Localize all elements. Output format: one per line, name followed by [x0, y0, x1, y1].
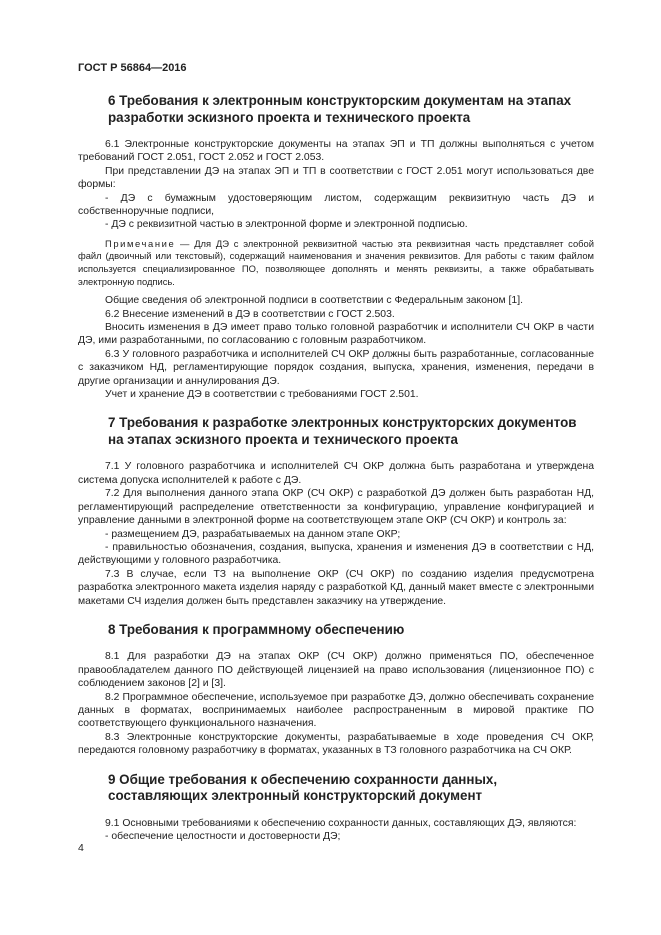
paragraph-6-1-forms: При представлении ДЭ на этапах ЭП и ТП в соответствии с ГОСТ 2.051 могут использоваться две формы:	[78, 165, 594, 191]
section-9-title: 9 Общие требования к обеспечению сохранности данных, составляющих электронный конструкторский документ	[108, 771, 498, 804]
document-code-header: ГОСТ Р 56864—2016	[78, 62, 187, 74]
paragraph-6-2-changes: Вносить изменения в ДЭ имеет право только головной разработчик и исполнители СЧ ОКР в части ДЭ, ими разработанными, по согласованию с головным разработчиком.	[78, 322, 594, 347]
section-8-title: 8 Требования к программному обеспечению	[108, 621, 405, 637]
paragraph-7-1: 7.1 У головного разработчика и исполнителей СЧ ОКР должна быть разработана и утверждена система допуска исполнителей к работе с ДЭ.	[78, 461, 594, 486]
list-item-paper-sheet: - ДЭ с бумажным удостоверяющим листом, содержащим реквизитную часть ДЭ и собственноручные подписи,	[78, 192, 594, 218]
paragraph-8-1: 8.1 Для разработки ДЭ на этапах ОКР (СЧ ОКР) должно применяться ПО, обеспеченное правообладателем данного ПО действующей лицензией на право использования (лицензионное ПО) с соблюдением законов [2] и [3].	[78, 651, 594, 690]
paragraph-6-1: 6.1 Электронные конструкторские документы на этапах ЭП и ТП должны выполняться с учетом требований ГОСТ 2.051, ГОСТ 2.052 и ГОСТ 2.053.	[78, 139, 594, 164]
paragraph-7-3: 7.3 В случае, если ТЗ на выполнение ОКР (СЧ ОКР) по созданию изделия предусмотрена разработка электронного макета изделия наряду с разработкой КД, данный макет вместе с электронными макетами СЧ изделия должен быть представлен заказчику на утверждение.	[78, 568, 594, 607]
page-number: 4	[78, 842, 84, 854]
paragraph-6-3: 6.3 У головного разработчика и исполнителей СЧ ОКР должны быть разработанные, согласованные с заказчиком НД, регламентирующие порядок создания, выпуска, хранения, изменения, передачи в другие организации и аннулирования ДЭ.	[78, 348, 594, 387]
list-item-electronic-signature: - ДЭ с реквизитной частью в электронной форме и электронной подписью.	[105, 219, 468, 231]
list-item-integrity: - обеспечение целостности и достоверности ДЭ;	[105, 831, 341, 843]
note-paragraph	[78, 238, 594, 288]
paragraph-signature-info: Общие сведения об электронной подписи в соответствии с Федеральным законом [1].	[105, 295, 523, 307]
list-item-designation: - правильностью обозначения, создания, выпуска, хранения и изменения ДЭ в соответствии с НД, действующими у головного разработчика.	[78, 541, 594, 567]
list-item-placement: - размещением ДЭ, разрабатываемых на данном этапе ОКР;	[105, 528, 401, 540]
paragraph-6-2: 6.2 Внесение изменений в ДЭ в соответствии с ГОСТ 2.503.	[105, 308, 395, 320]
paragraph-7-2: 7.2 Для выполнения данного этапа ОКР (СЧ ОКР) с разработкой ДЭ должен быть разработан НД, регламентирующий распределение ответственности за конфигурацию, управление конфигурацией и управление данными в электронной форме на соответствующем этапе ОКР (СЧ ОКР) и контроль за:	[78, 488, 594, 527]
paragraph-8-3: 8.3 Электронные конструкторские документы, разрабатываемые в ходе проведения СЧ ОКР, передаются головному разработчику в форматах, указанных в ТЗ головного разработчика на СЧ ОКР.	[78, 731, 594, 757]
section-6-title: 6 Требования к электронным конструкторским документам на этапах разработки эскизного проекта и технического проекта	[108, 93, 572, 125]
paragraph-8-2: 8.2 Программное обеспечение, используемое при разработке ДЭ, должно обеспечивать сохранение данных в форматах, воспринимаемых наиболее распространенным в мировой практике ПО соответствующего функционального назначения.	[78, 691, 594, 730]
note-label: Примечание	[105, 237, 176, 249]
section-7-title: 7 Требования к разработке электронных конструкторских документов на этапах эскизного проекта и технического проекта	[108, 415, 577, 447]
paragraph-6-3-storage: Учет и хранение ДЭ в соответствии с требованиями ГОСТ 2.501.	[105, 389, 419, 401]
note-text: — Для ДЭ с электронной реквизитной частью эта реквизитная часть представляет собой файл (двоичный или текстовый), содержащий наименования и значения реквизитов. Для работы с таким файлом используется специализированное ПО, позволяющее дополнять и менять реквизиты, а также обрабатывать электронную подпись.	[78, 237, 594, 287]
page-content	[78, 93, 594, 844]
paragraph-9-1: 9.1 Основными требованиями к обеспечению сохранности данных, составляющих ДЭ, являются:	[105, 817, 577, 829]
